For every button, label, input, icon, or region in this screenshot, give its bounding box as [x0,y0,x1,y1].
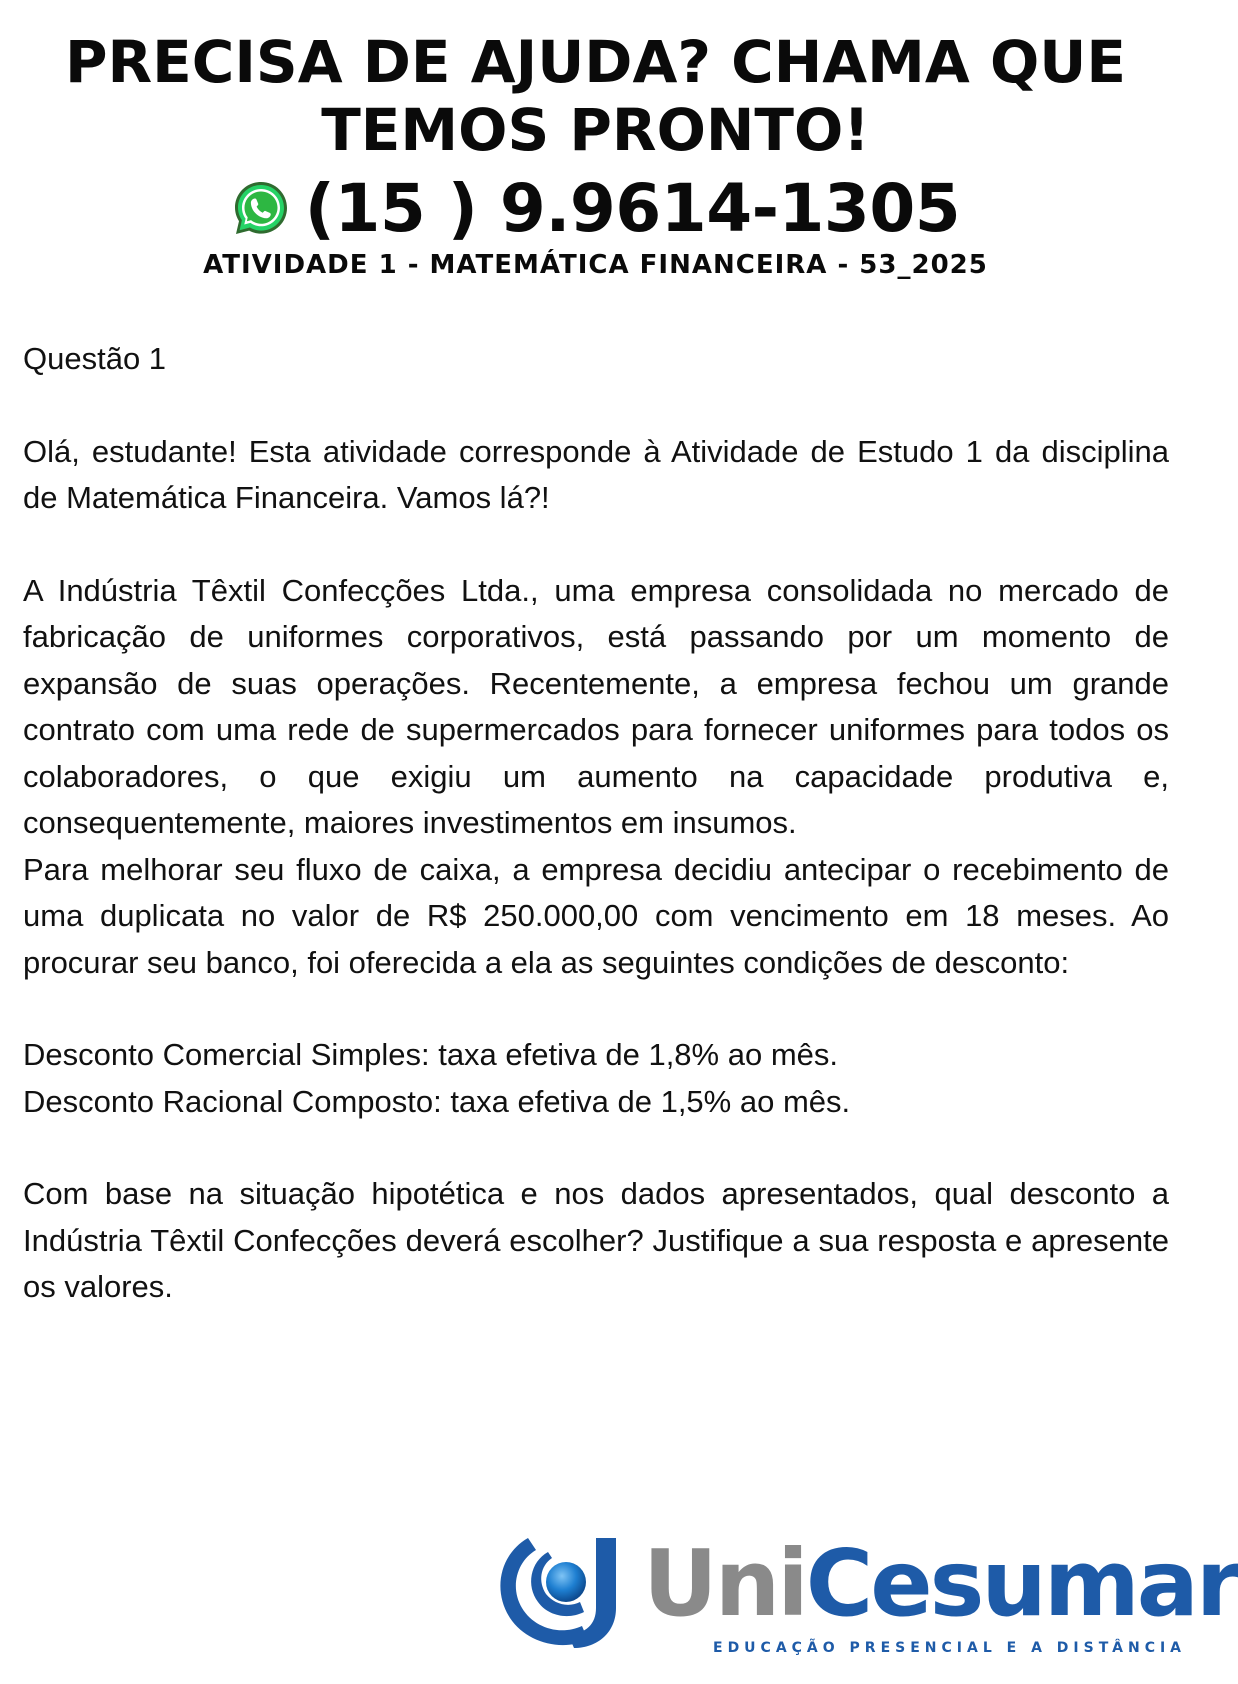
wordmark-uni: Uni [643,1530,806,1637]
phone-number: (15 ) 9.9614-1305 [304,169,961,247]
intro-paragraph: Olá, estudante! Esta atividade corresponde à Atividade de Estudo 1 da disciplina de Matemática Financeira. Vamos lá?! [23,433,1169,515]
unicesumar-logo [488,1530,1238,1656]
question-title: Questão 1 [23,341,167,376]
situation-paragraph: Para melhorar seu fluxo de caixa, a empresa decidiu antecipar o recebimento de uma duplicata no valor de R$ 250.000,00 com vencimento em 18 meses. Ao procurar seu banco, foi oferecida a ela as seguintes condições de desconto: [23,851,1169,980]
closing-question: Com base na situação hipotética e nos dados apresentados, qual desconto a Indústria Têxtil Confecções deverá escolher? Justifique a sua resposta e apresente os valores. [23,1176,1169,1304]
headline [46,28,1146,164]
headline-line-2: TEMOS PRONTO! [321,96,870,164]
unicesumar-wordmark [643,1530,1238,1637]
phone-row [0,168,1191,248]
logo-tagline: EDUCAÇÃO PRESENCIAL E A DISTÂNCIA [713,1640,1187,1656]
activity-subtitle: ATIVIDADE 1 - MATEMÁTICA FINANCEIRA - 53_2025 [203,250,988,280]
page-header [0,28,1191,280]
context-paragraph: A Indústria Têxtil Confecções Ltda., uma empresa consolidada no mercado de fabricação de uniformes corporativos, está passando por um momento de expansão de suas operações. Recentemente, a empresa fechou um grande contrato com uma rede de supermercados para fornecer uniformes para todos os colaboradores, o que exigiu um aumento na capacidade produtiva e, consequentemente, maiores investimentos em insumos. [23,572,1169,840]
wordmark-cesumar: Cesumar [805,1530,1238,1637]
question-content [23,336,1169,1311]
whatsapp-icon [231,178,291,238]
unicesumar-logo-mark-icon [488,1530,638,1655]
headline-line-1: PRECISA DE AJUDA? CHAMA QUE [65,28,1126,96]
discount-option-1: Desconto Comercial Simples: taxa efetiva de 1,8% ao mês. [23,1037,838,1072]
discount-option-2: Desconto Racional Composto: taxa efetiva de 1,5% ao mês. [23,1083,851,1119]
